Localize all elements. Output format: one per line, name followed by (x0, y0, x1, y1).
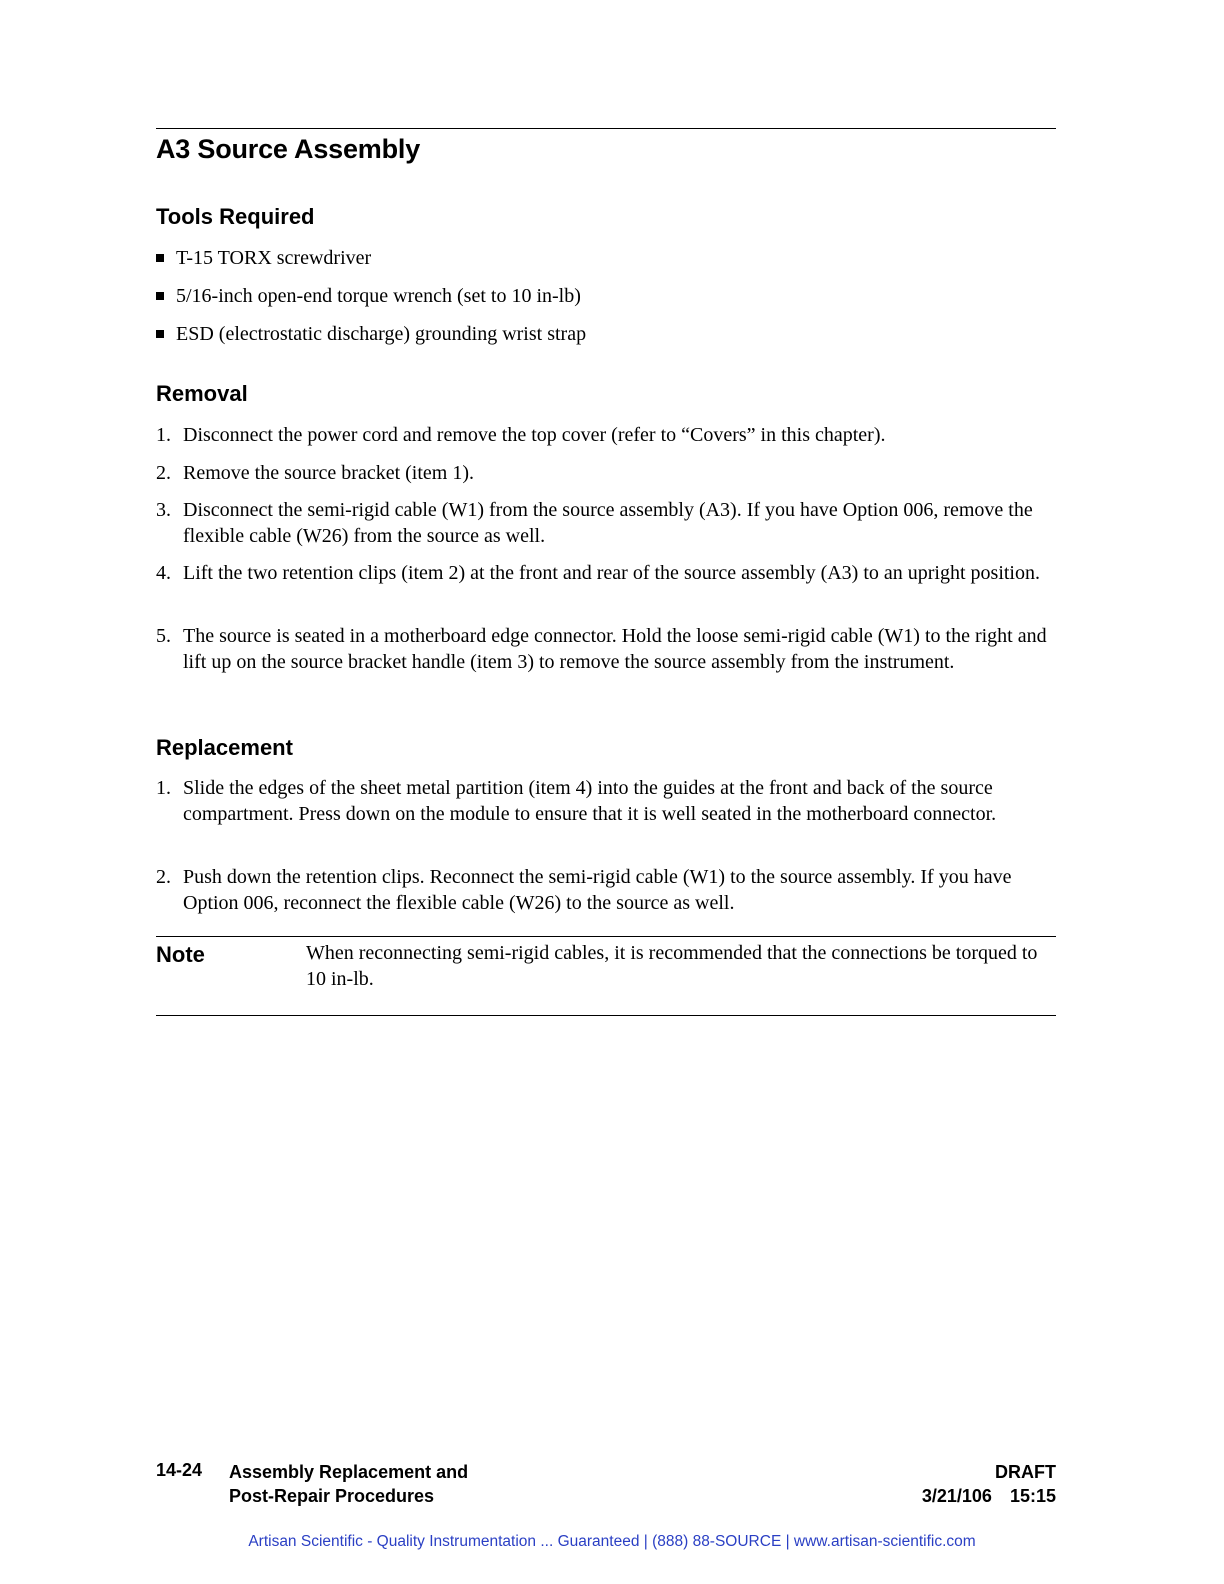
watermark-link[interactable]: Artisan Scientific - Quality Instrumentation ... Guaranteed | (888) 88-SOURCE | www.artisan-scientific.com (248, 1533, 976, 1550)
tool-item (156, 321, 586, 347)
tools-heading: Tools Required (156, 204, 315, 229)
removal-step (156, 624, 1061, 675)
removal-step (156, 461, 1061, 487)
step-text: Lift the two retention clips (item 2) at the front and rear of the source assembly (A3) to an upright position. (183, 562, 1040, 584)
bullet-icon (156, 330, 164, 338)
step-number: 4. (156, 562, 171, 584)
footer-chapter-line: Assembly Replacement and (229, 1462, 469, 1482)
replacement-heading: Replacement (156, 735, 293, 760)
note-text: When reconnecting semi-rigid cables, it is recommended that the connections be torqued to 10 in-lb. (306, 942, 1038, 990)
replacement-step (156, 865, 1061, 916)
step-number: 1. (156, 777, 171, 799)
note-label: Note (156, 942, 205, 967)
note-rule-top (156, 936, 1056, 937)
step-text: The source is seated in a motherboard edge connector. Hold the loose semi-rigid cable (W1) to the right and lift up on the source bracket handle (item 3) to remove the source assembly from the instrument. (183, 625, 1047, 673)
step-text: Push down the retention clips. Reconnect the semi-rigid cable (W1) to the source assembly. If you have Option 006, reconnect the flexible cable (W26) to the source as well. (183, 866, 1012, 914)
removal-step (156, 423, 1061, 449)
tool-item (156, 283, 581, 309)
step-number: 1. (156, 424, 171, 446)
step-number: 2. (156, 866, 171, 888)
tool-item-text: ESD (electrostatic discharge) grounding wrist strap (176, 323, 587, 345)
step-number: 5. (156, 625, 171, 647)
footer-date: 3/21/106 (921, 1486, 992, 1506)
step-text: Slide the edges of the sheet metal partition (item 4) into the guides at the front and back of the source compartment. Press down on the module to ensure that it is well seated in the motherboard connector. (183, 777, 997, 825)
step-text: Disconnect the power cord and remove the top cover (refer to “Covers” in this chapter). (183, 424, 886, 446)
footer-chapter-title (229, 1460, 468, 1508)
removal-heading: Removal (156, 381, 248, 406)
footer-time: 15:15 (1009, 1486, 1056, 1506)
footer-status: DRAFT (995, 1462, 1056, 1482)
tool-item (156, 245, 371, 271)
removal-step (156, 561, 1061, 587)
bullet-icon (156, 254, 164, 262)
page-title: A3 Source Assembly (156, 134, 421, 164)
footer-datetime (922, 1484, 1056, 1508)
tool-item-text: 5/16-inch open-end torque wrench (set to 10 in-lb) (176, 285, 581, 307)
removal-step (156, 498, 1061, 549)
note-rule-bottom (156, 1015, 1056, 1016)
bullet-icon (156, 292, 164, 300)
step-number: 3. (156, 499, 171, 521)
header-rule (156, 128, 1056, 129)
footer-page-number: 14-24 (156, 1460, 203, 1480)
step-text: Remove the source bracket (item 1). (183, 462, 474, 484)
step-number: 2. (156, 462, 171, 484)
footer-status-block (922, 1460, 1056, 1508)
step-text: Disconnect the semi-rigid cable (W1) from the source assembly (A3). If you have Option 006, remove the flexible cable (W26) from the source as well. (183, 499, 1033, 547)
tool-item-text: T-15 TORX screwdriver (176, 247, 372, 269)
replacement-step (156, 776, 1061, 827)
footer-chapter-line: Post-Repair Procedures (229, 1486, 435, 1506)
